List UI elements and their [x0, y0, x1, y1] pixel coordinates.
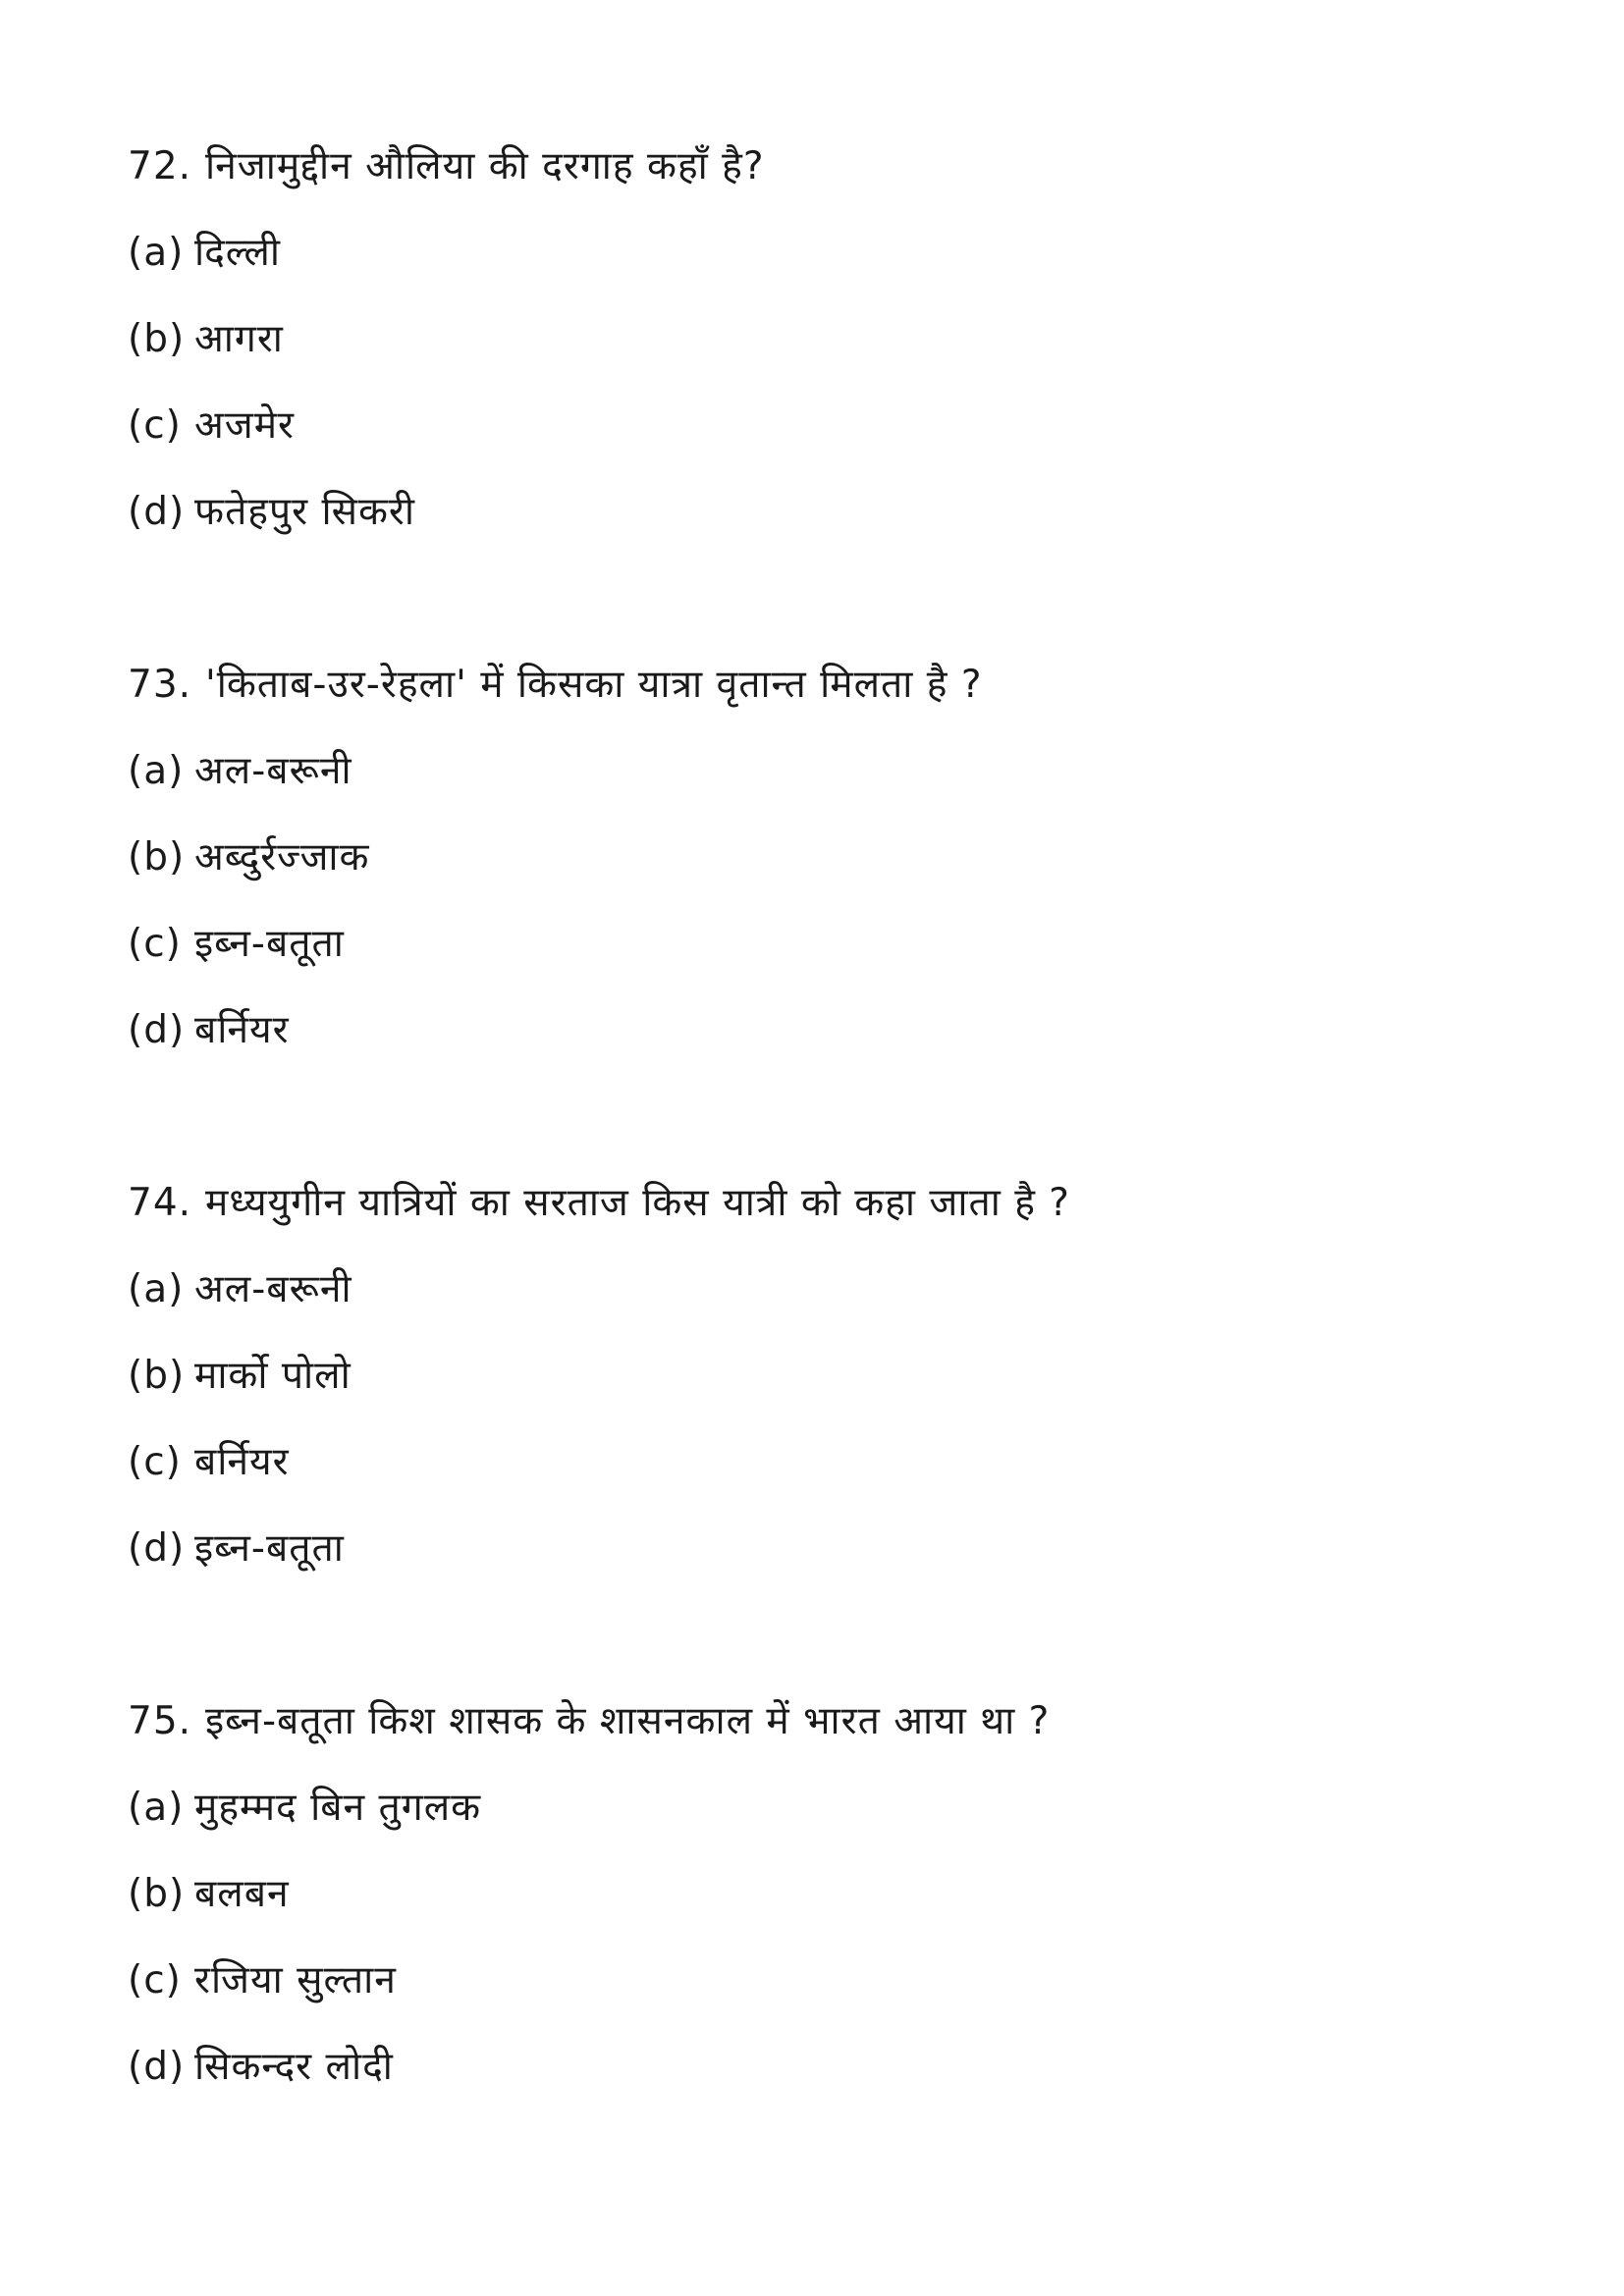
option-item: [128, 483, 1502, 542]
question-line: [128, 1174, 1502, 1233]
option-letter: (d): [128, 2045, 186, 2089]
option-item: [128, 1865, 1502, 1924]
option-text: बलबन: [194, 1872, 290, 1916]
option-text: अल-बरूनी: [194, 1267, 352, 1311]
option-letter: (b): [128, 1872, 186, 1916]
option-letter: (a): [128, 1267, 185, 1311]
option-item: [128, 2038, 1502, 2097]
question-block: [128, 656, 1502, 1060]
option-letter: (c): [128, 1958, 182, 2002]
option-letter: (c): [128, 1440, 182, 1484]
option-letter: (d): [128, 490, 186, 534]
option-text: फतेहपुर सिकरी: [194, 490, 415, 534]
option-letter: (a): [128, 749, 185, 793]
option-text: दिल्ली: [194, 231, 281, 275]
option-text: अल-बरूनी: [194, 749, 352, 793]
question-text: मध्ययुगीन यात्रियों का सरताज किस यात्री को कहा जाता है ?: [205, 1181, 1070, 1225]
option-text: आगरा: [194, 317, 284, 361]
option-letter: (c): [128, 403, 182, 448]
option-text: अजमेर: [194, 403, 296, 448]
question-number: 72.: [128, 144, 192, 188]
option-item: [128, 310, 1502, 369]
option-text: मुहम्मद बिन तुगलक: [194, 1786, 482, 1830]
option-text: अब्दुर्रज्जाक: [194, 835, 370, 880]
option-item: [128, 224, 1502, 283]
question-number: 74.: [128, 1181, 192, 1225]
option-letter: (c): [128, 922, 182, 966]
question-text: 'किताब-उर-रेहला' में किसका यात्रा वृतान्त मिलता है ?: [205, 663, 983, 707]
option-text: सिकन्दर लोदी: [194, 2045, 394, 2089]
option-item: [128, 828, 1502, 887]
option-text: रजिया सुल्तान: [194, 1958, 397, 2002]
option-item: [128, 742, 1502, 801]
question-line: [128, 656, 1502, 715]
option-item: [128, 397, 1502, 455]
option-letter: (b): [128, 317, 186, 361]
question-block: [128, 1692, 1502, 2097]
question-text: इब्न-बतूता किश शासक के शासनकाल में भारत आया था ?: [205, 1699, 1051, 1743]
option-letter: (b): [128, 835, 186, 880]
option-letter: (b): [128, 1354, 186, 1398]
option-item: [128, 1433, 1502, 1492]
option-text: इब्न-बतूता: [194, 1526, 345, 1571]
question-block: [128, 137, 1502, 542]
option-item: [128, 1520, 1502, 1578]
option-text: बर्नियर: [194, 1008, 290, 1052]
option-item: [128, 1001, 1502, 1060]
option-letter: (a): [128, 231, 185, 275]
option-text: बर्नियर: [194, 1440, 290, 1484]
question-line: [128, 1692, 1502, 1751]
option-letter: (a): [128, 1786, 185, 1830]
question-line: [128, 137, 1502, 196]
option-item: [128, 1260, 1502, 1319]
option-item: [128, 915, 1502, 974]
option-item: [128, 1347, 1502, 1406]
option-text: मार्को पोलो: [194, 1354, 352, 1398]
option-letter: (d): [128, 1008, 186, 1052]
question-number: 73.: [128, 663, 192, 707]
option-letter: (d): [128, 1526, 186, 1571]
option-text: इब्न-बतूता: [194, 922, 345, 966]
option-item: [128, 1779, 1502, 1838]
question-number: 75.: [128, 1699, 192, 1743]
option-item: [128, 1951, 1502, 2010]
question-text: निजामुद्दीन औलिया की दरगाह कहाँ है?: [205, 144, 765, 188]
question-block: [128, 1174, 1502, 1578]
